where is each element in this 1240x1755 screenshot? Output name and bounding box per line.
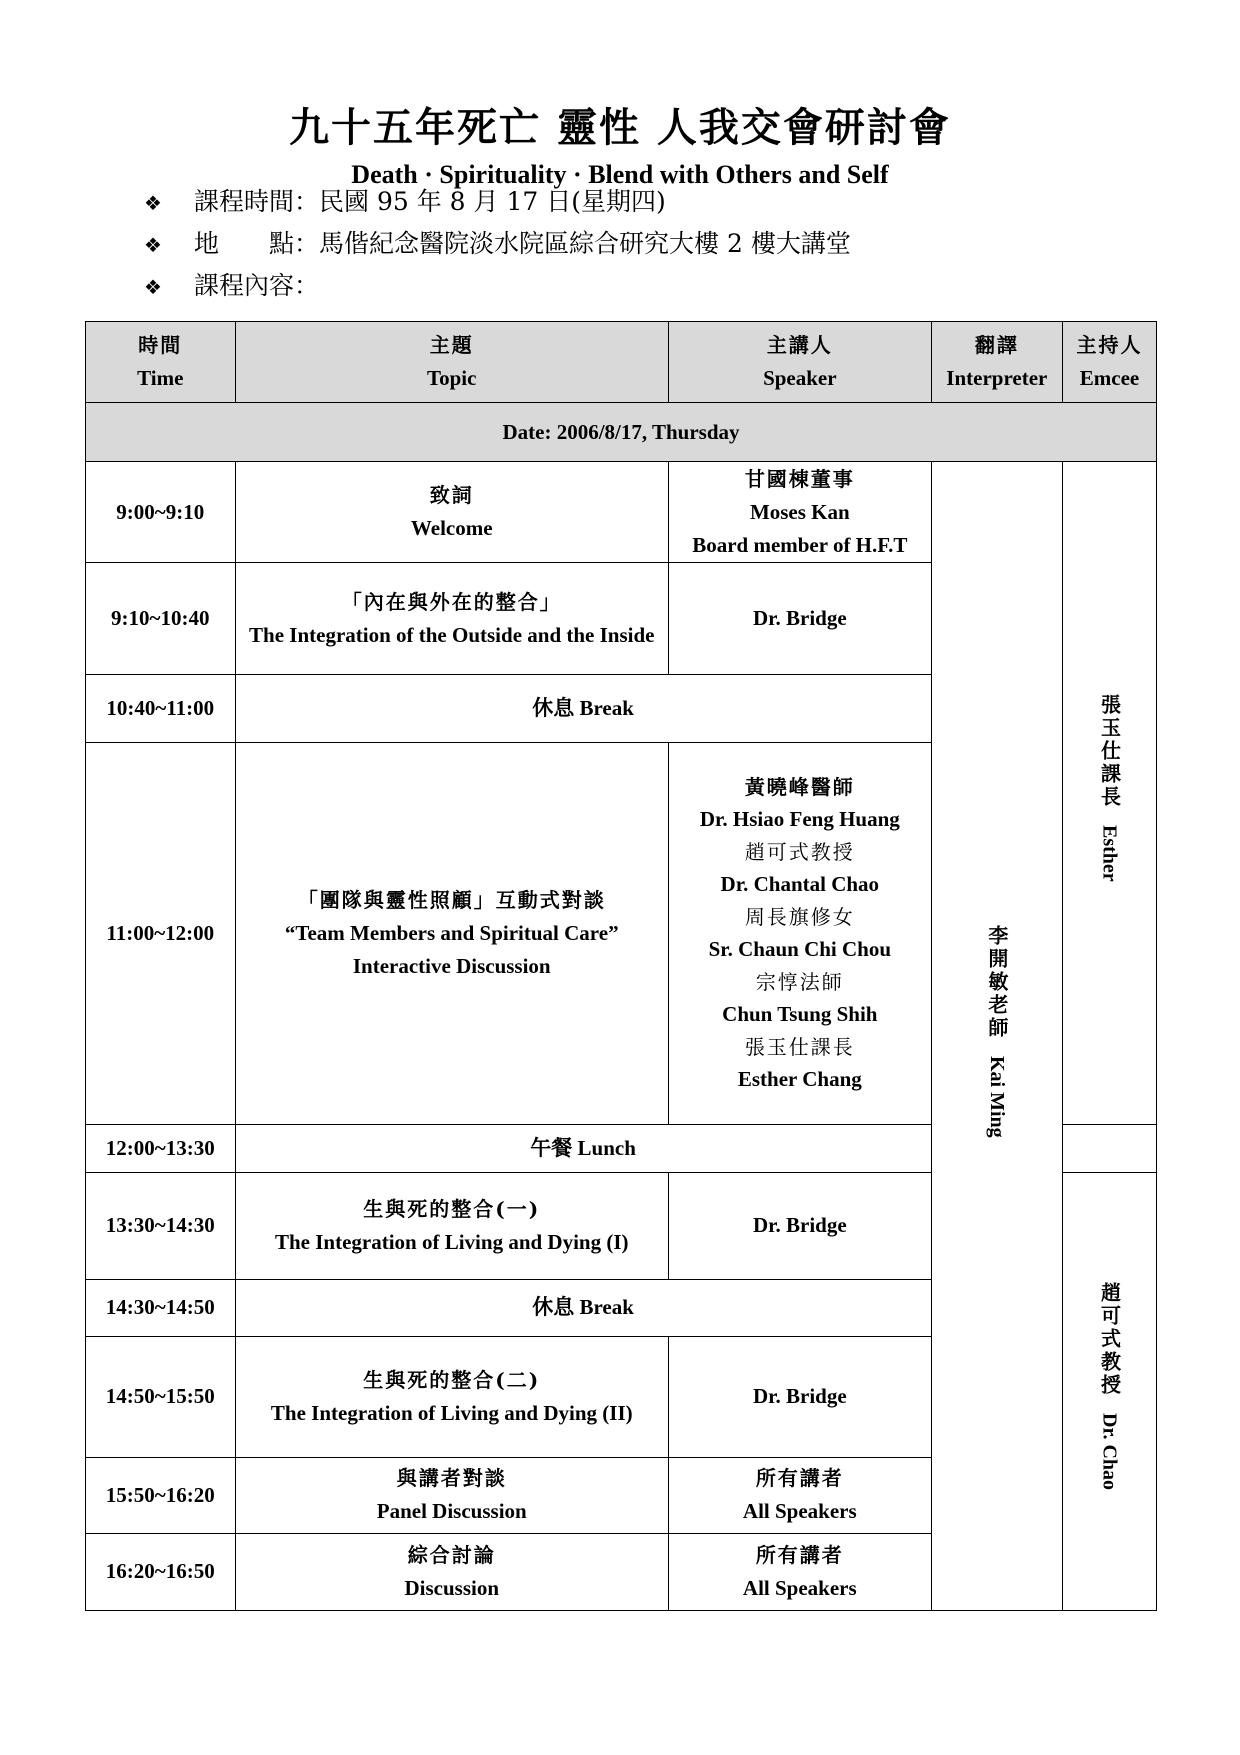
topic-cell: 綜合討論 Discussion <box>235 1533 668 1610</box>
location-value: 馬偕紀念醫院淡水院區綜合研究大樓 2 樓大講堂 <box>319 229 851 258</box>
time-cell: 16:20~16:50 <box>86 1533 236 1610</box>
time-cell: 10:40~11:00 <box>86 675 236 743</box>
lunch-cell: 午餐 Lunch <box>235 1124 931 1172</box>
speaker-cell: Dr. Bridge <box>668 563 931 675</box>
topic-cell: 與講者對談 Panel Discussion <box>235 1457 668 1533</box>
speaker-en: Dr. Chantal Chao <box>720 872 880 897</box>
table-header-row <box>86 322 1157 403</box>
break-cell: 休息 Break <box>235 675 931 743</box>
diamond-bullet-icon: ❖ <box>144 233 162 257</box>
speaker-zh: 趙可式教授 <box>744 839 855 864</box>
time-cell: 14:30~14:50 <box>86 1279 236 1336</box>
header-time: 時間 Time <box>86 322 236 403</box>
content-label: 課程內容： <box>194 271 320 300</box>
emcee-afternoon-cell: 趙可式教授Dr. Chao <box>1063 1172 1157 1610</box>
time-cell: 15:50~16:20 <box>86 1457 236 1533</box>
page-title: 九十五年死亡 靈性 人我交會研討會 <box>289 104 951 151</box>
speaker-cell: 所有講者 All Speakers <box>668 1457 931 1533</box>
date-cell: Date: 2006/8/17, Thursday <box>86 403 1157 462</box>
location-label: 地 點： <box>194 229 320 258</box>
speaker-cell: 甘國棟董事 Moses Kan Board member of H.F.T <box>668 462 931 563</box>
schedule-table <box>85 321 1157 1611</box>
header-emcee: 主持人 Emcee <box>1063 322 1157 403</box>
course-time-label: 課程時間： <box>194 187 320 216</box>
emcee-morning-cell: 張玉仕課長Esther <box>1063 462 1157 1124</box>
speaker-en: Esther Chang <box>737 1067 862 1092</box>
time-cell: 9:00~9:10 <box>86 462 236 563</box>
speaker-zh: 周長旗修女 <box>744 904 855 929</box>
time-cell: 11:00~12:00 <box>86 743 236 1124</box>
diamond-bullet-icon: ❖ <box>144 275 162 299</box>
speaker-cell: Dr. Bridge <box>668 1172 931 1279</box>
course-time-value: 民國 95 年 8 月 17 日(星期四) <box>319 187 666 216</box>
header-speaker: 主講人 Speaker <box>668 322 931 403</box>
date-row <box>86 403 1157 462</box>
course-time-line <box>144 182 666 218</box>
topic-cell: 「團隊與靈性照顧」互動式對談 “Team Members and Spiritual Care” Interactive Discussion <box>235 743 668 1124</box>
break-cell: 休息 Break <box>235 1279 931 1336</box>
content-line <box>144 266 319 302</box>
table-row <box>86 462 1157 563</box>
speaker-en: Dr. Hsiao Feng Huang <box>699 807 900 832</box>
time-cell: 13:30~14:30 <box>86 1172 236 1279</box>
diamond-bullet-icon: ❖ <box>144 191 162 215</box>
speaker-zh: 張玉仕課長 <box>744 1034 855 1059</box>
topic-cell: 致詞 Welcome <box>235 462 668 563</box>
speaker-zh: 宗惇法師 <box>755 969 844 994</box>
time-cell: 12:00~13:30 <box>86 1124 236 1172</box>
topic-cell: 生與死的整合(一) The Integration of Living and Dying (I) <box>235 1172 668 1279</box>
speaker-cell: Dr. Bridge <box>668 1336 931 1457</box>
speaker-en: Sr. Chaun Chi Chou <box>708 937 892 962</box>
header-interpreter: 翻譯 Interpreter <box>931 322 1062 403</box>
header-topic: 主題 Topic <box>235 322 668 403</box>
page-subtitle: Death · Spirituality · Blend with Others and Self <box>351 160 889 189</box>
emcee-empty-cell <box>1063 1124 1157 1172</box>
topic-cell: 生與死的整合(二) The Integration of Living and Dying (II) <box>235 1336 668 1457</box>
speaker-zh: 黃曉峰醫師 <box>744 774 855 799</box>
topic-cell: 「內在與外在的整合」 The Integration of the Outside and the Inside <box>235 563 668 675</box>
time-cell: 9:10~10:40 <box>86 563 236 675</box>
speaker-cell <box>668 743 931 1124</box>
time-cell: 14:50~15:50 <box>86 1336 236 1457</box>
speaker-cell: 所有講者 All Speakers <box>668 1533 931 1610</box>
speaker-en: Chun Tsung Shih <box>722 1002 878 1027</box>
location-line <box>144 224 851 260</box>
interpreter-cell: 李開敏老師Kai Ming <box>931 462 1062 1611</box>
